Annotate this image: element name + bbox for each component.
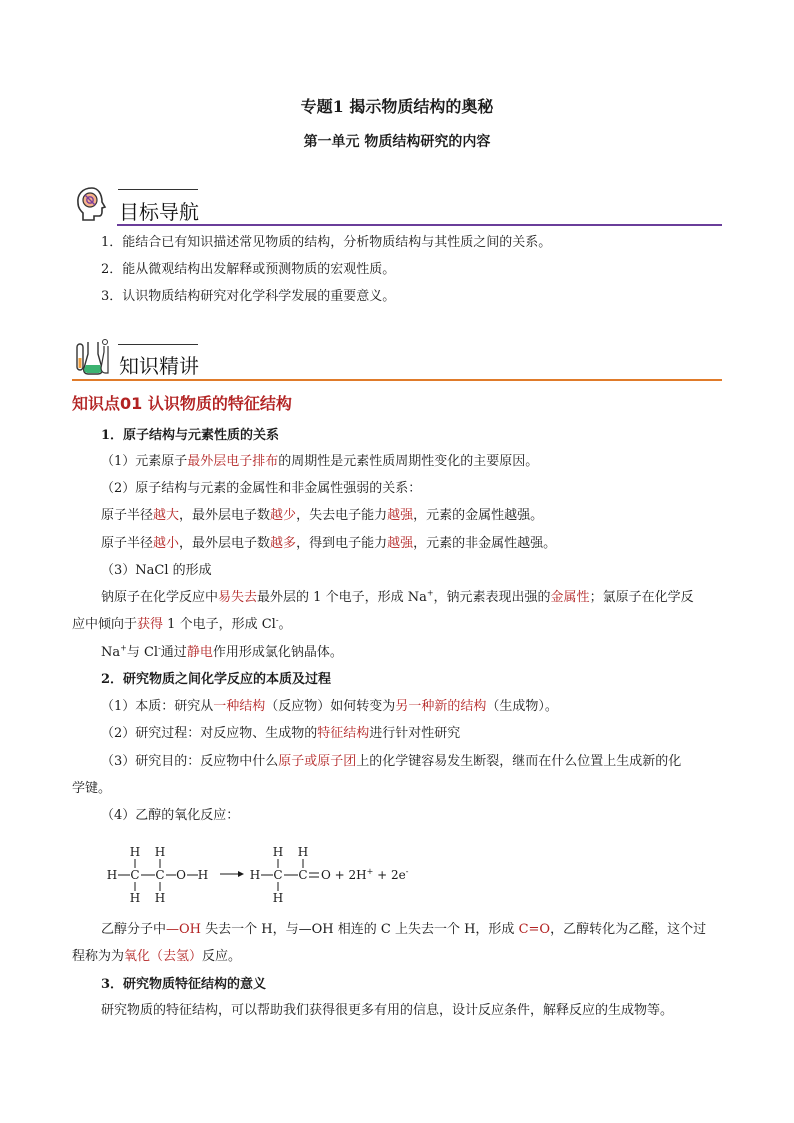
- subheading: 3．研究物质特征结构的意义: [101, 977, 267, 992]
- ethanol-oxidation-reaction: [100, 840, 409, 910]
- lab-flask-icon: [72, 338, 112, 378]
- atom-c: C: [298, 868, 308, 882]
- atom-h: H: [129, 891, 141, 905]
- goal-item: 3．认识物质结构研究对化学科学发展的重要意义。: [101, 289, 396, 304]
- atom-c: C: [130, 868, 140, 882]
- goal-item: 2．能从微观结构出发解释或预测物质的宏观性质。: [101, 262, 396, 277]
- atom-h: H: [106, 868, 118, 882]
- paragraph: 乙醇分子中—OH 失去一个 H，与—OH 相连的 C 上失去一个 H，形成 C=O，乙醇转化为乙醛，这个过: [101, 922, 707, 937]
- atom-h: H: [197, 868, 209, 882]
- subheading: 1．原子结构与元素性质的关系: [101, 428, 280, 443]
- page-subtitle: 第一单元 物质结构研究的内容: [303, 134, 491, 150]
- subheading: 2．研究物质之间化学反应的本质及过程: [101, 672, 332, 687]
- atom-h: H: [297, 845, 309, 859]
- product-tail: O + 2H+ + 2e-: [321, 867, 409, 882]
- section-top-rule: [118, 344, 198, 345]
- atom-c: C: [155, 868, 165, 882]
- paragraph: （1）元素原子最外层电子排布的周期性是元素性质周期性变化的主要原因。: [101, 454, 539, 469]
- atom-h: H: [272, 845, 284, 859]
- section-top-rule: [118, 189, 198, 190]
- atom-h: H: [154, 845, 166, 859]
- paragraph: （2）研究过程：对反应物、生成物的特征结构进行针对性研究: [101, 726, 461, 741]
- paragraph: （3）研究目的：反应物中什么原子或原子团上的化学键容易发生断裂，继而在什么位置上生成新的化: [101, 754, 682, 769]
- arrow-right-icon: [220, 871, 244, 877]
- paragraph: 原子半径越大，最外层电子数越少，失去电子能力越强，元素的金属性越强。: [101, 508, 544, 523]
- section-divider: [117, 224, 722, 226]
- atom-h: H: [272, 891, 284, 905]
- paragraph: （2）原子结构与元素的金属性和非金属性强弱的关系：: [101, 481, 422, 496]
- paragraph: 学键。: [72, 781, 112, 796]
- atom-h: H: [129, 845, 141, 859]
- brain-head-icon: [72, 184, 112, 224]
- goal-item: 1．能结合已有知识描述常见物质的结构，分析物质结构与其性质之间的关系。: [101, 235, 552, 250]
- section-divider: [72, 379, 722, 381]
- paragraph: （1）本质：研究从一种结构（反应物）如何转变为另一种新的结构（生成物）。: [101, 699, 558, 714]
- knowledge-point-title: 知识点01 认识物质的特征结构: [72, 394, 292, 413]
- atom-h: H: [154, 891, 166, 905]
- atom-o: O: [176, 868, 186, 882]
- paragraph: 研究物质的特征结构，可以帮助我们获得很更多有用的信息，设计反应条件，解释反应的生成物等。: [101, 1003, 674, 1018]
- atom-c: C: [273, 868, 283, 882]
- paragraph: 程称为为氧化（去氢）反应。: [72, 949, 242, 964]
- paragraph: 钠原子在化学反应中易失去最外层的 1 个电子，形成 Na+，钠元素表现出强的金属性；氯原子在化学反: [101, 588, 694, 605]
- paragraph: （3）NaCl 的形成: [101, 563, 212, 578]
- paragraph: Na+与 Cl-通过静电作用形成氯化钠晶体。: [101, 643, 343, 660]
- atom-h: H: [249, 868, 261, 882]
- page-title: 专题1 揭示物质结构的奥秘: [300, 97, 494, 116]
- section-heading-knowledge: 知识精讲: [119, 354, 199, 378]
- paragraph: 应中倾向于获得 1 个电子，形成 Cl-。: [72, 615, 292, 632]
- paragraph: （4）乙醇的氧化反应：: [101, 808, 240, 823]
- section-heading-goals: 目标导航: [119, 200, 199, 224]
- paragraph: 原子半径越小，最外层电子数越多，得到电子能力越强，元素的非金属性越强。: [101, 536, 557, 551]
